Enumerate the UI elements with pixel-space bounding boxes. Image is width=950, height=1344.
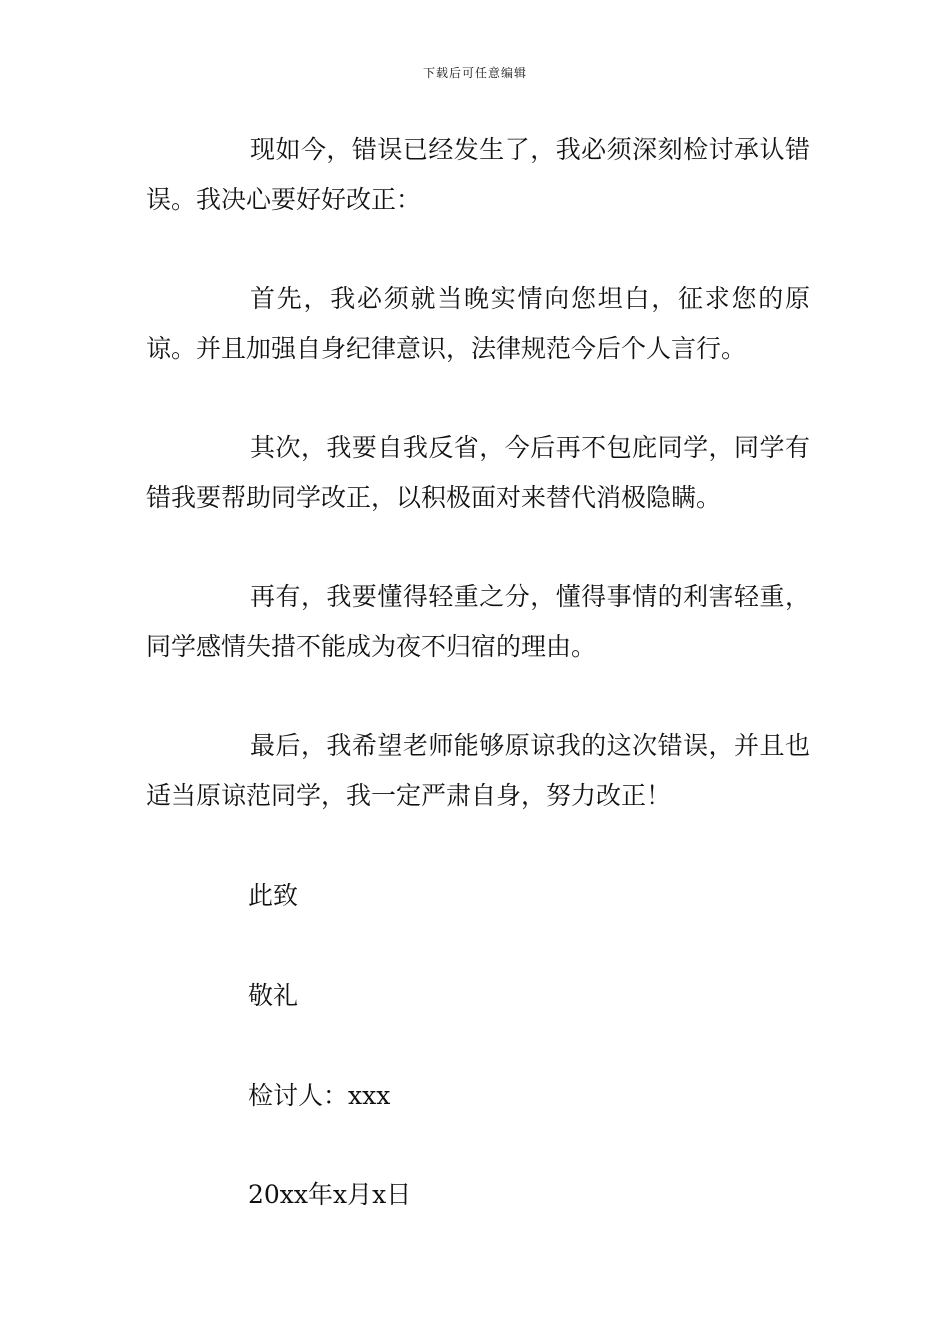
closing-regards: 敬礼 bbox=[248, 981, 299, 1010]
date-line: 20xx年x月x日 bbox=[248, 1180, 412, 1209]
paragraph-1: 现如今，错误已经发生了，我必须深刻检讨承认错误。我决心要好好改正： bbox=[146, 135, 810, 214]
paragraph-2: 首先，我必须就当晚实情向您坦白，征求您的原谅。并且加强自身纪律意识，法律规范今后个人言行。 bbox=[146, 284, 810, 363]
paragraph-5: 最后，我希望老师能够原谅我的这次错误，并且也适当原谅范同学，我一定严肃自身，努力改正！ bbox=[146, 731, 810, 810]
signer-line: 检讨人：xxx bbox=[248, 1081, 391, 1110]
paragraph-3: 其次，我要自我反省，今后再不包庇同学，同学有错我要帮助同学改正，以积极面对来替代消极隐瞒。 bbox=[146, 433, 810, 512]
closing-salutation: 此致 bbox=[248, 881, 299, 910]
paragraph-4: 再有，我要懂得轻重之分，懂得事情的利害轻重，同学感情失措不能成为夜不归宿的理由。 bbox=[146, 582, 810, 661]
page-header-note: 下载后可任意编辑 bbox=[422, 66, 527, 80]
